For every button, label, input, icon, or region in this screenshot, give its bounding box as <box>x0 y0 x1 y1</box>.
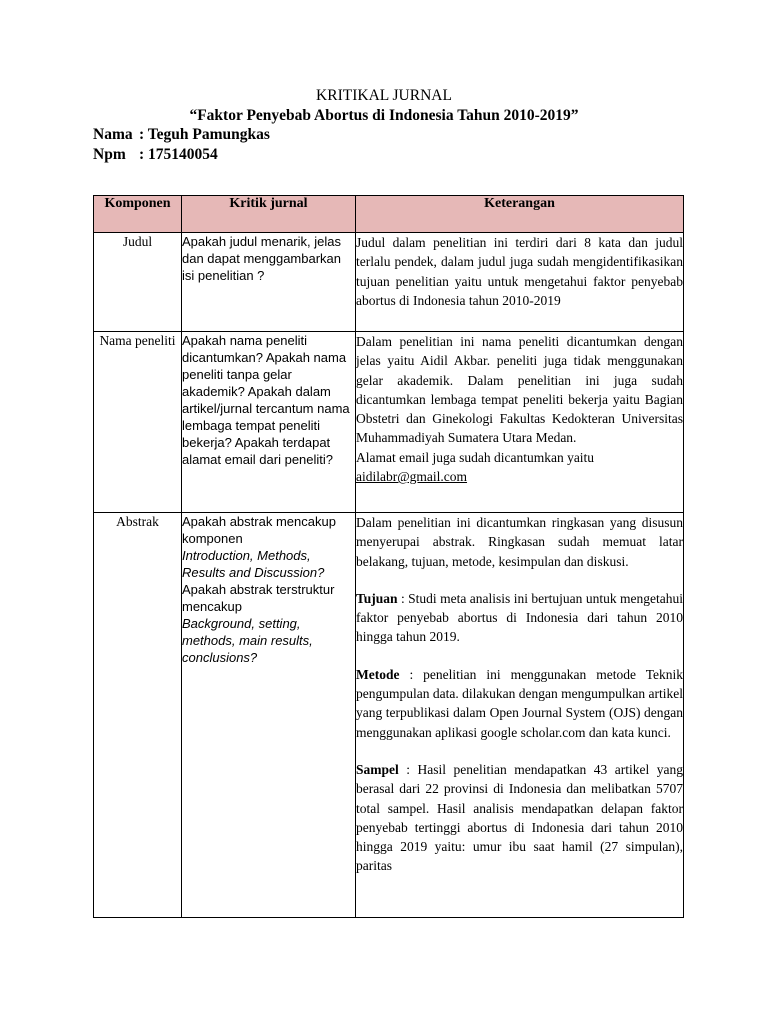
sampel-label: Sampel <box>356 761 399 777</box>
kritik-abstrak-structure: Background, setting, methods, main results, conclusions? <box>182 616 313 665</box>
cell-keterangan-judul: Judul dalam penelitian ini terdiri dari 8 kata dan judul terlalu pendek, dalam judul juga sudah mengidentifikasikan tujuan penelitian yaitu untuk mengetahui faktor penyebab abortus di Indonesia tahun 2010-2019 <box>356 233 684 332</box>
cell-komponen-nama: Nama peneliti <box>94 332 182 513</box>
critique-table <box>93 195 684 918</box>
cell-keterangan-abstrak <box>356 513 684 918</box>
author-name-row <box>93 126 270 144</box>
cell-kritik-judul: Apakah judul menarik, jelas dan dapat menggambarkan isi penelitian ? <box>182 233 356 332</box>
kritik-abstrak-imrad: Introduction, Methods, Results and Discussion? <box>182 548 325 580</box>
kritik-abstrak-q2: Apakah abstrak terstruktur mencakup <box>182 582 335 614</box>
table-row-judul <box>94 233 684 332</box>
table-row-nama-peneliti <box>94 332 684 513</box>
cell-kritik-abstrak <box>182 513 356 918</box>
document-title: KRITIKAL JURNAL <box>316 87 452 104</box>
npm-value: : 175140054 <box>139 146 218 163</box>
header-keterangan: Keterangan <box>356 196 684 233</box>
abstrak-intro: Dalam penelitian ini dicantumkan ringkasan yang disusun menyerupai abstrak. Ringkasan sudah memuat latar belakang, tujuan, metode, kesimpulan dan diskusi. <box>356 515 683 569</box>
cell-keterangan-nama <box>356 332 684 513</box>
tujuan-text: : Studi meta analisis ini bertujuan untuk mengetahui faktor penyebab abortus di Indonesia dari tahun 2010 hingga tahun 2019. <box>356 590 683 645</box>
metode-text: : penelitian ini menggunakan metode Teknik pengumpulan data. dilakukan dengan mengumpulkan artikel yang terpublikasi dalam Open Journal System (OJS) dengan menggunakan aplikasi google scholar.com dan kata kunci. <box>356 666 684 740</box>
kritik-abstrak-q1: Apakah abstrak mencakup komponen <box>182 514 336 546</box>
table-row-abstrak <box>94 513 684 918</box>
tujuan-label: Tujuan <box>356 590 398 606</box>
metode-label: Metode <box>356 666 400 682</box>
table-header-row <box>94 196 684 233</box>
email-link[interactable]: aidilabr@gmail.com <box>356 469 468 485</box>
journal-title: “Faktor Penyebab Abortus di Indonesia Tahun 2010-2019” <box>189 107 579 124</box>
header-komponen: Komponen <box>94 196 182 233</box>
abstrak-metode <box>356 665 683 742</box>
keterangan-nama-text: Dalam penelitian ini nama peneliti dicantumkan dengan jelas yaitu Aidil Akbar. peneliti juga tidak menggunakan gelar akademik. Dalam penelitian ini juga sudah dicantumkan lembaga tempat peneliti bekerja yaitu Bagian Obstetri dan Ginekologi Fakultas Kedokteran Universitas Muhammadiyah Sumatera Utara Medan. <box>356 334 683 446</box>
name-label: Nama <box>93 126 133 143</box>
student-id-row <box>93 146 218 164</box>
keterangan-email-text: Alamat email juga sudah dicantumkan yaitu <box>356 449 595 465</box>
sampel-text: : Hasil penelitian mendapatkan 43 artikel yang berasal dari 22 provinsi di Indonesia dan melibatkan 5707 total sampel. Hasil analisis mendapatkan delapan faktor penyebab tertinggi abortus di Indonesia dari tahun 2010 hingga 2019 yaitu: umur ibu saat hamil (27 simpulan), paritas <box>356 761 684 874</box>
npm-label: Npm <box>93 146 126 163</box>
abstrak-sampel <box>356 760 683 876</box>
cell-kritik-nama: Apakah nama peneliti dicantumkan? Apakah nama peneliti tanpa gelar akademik? Apakah dalam artikel/jurnal tercantum nama lembaga tempat peneliti bekerja? Apakah terdapat alamat email dari peneliti? <box>182 332 356 513</box>
cell-komponen-abstrak: Abstrak <box>94 513 182 918</box>
name-value: : Teguh Pamungkas <box>139 126 270 143</box>
abstrak-tujuan <box>356 589 683 647</box>
cell-komponen-judul: Judul <box>94 233 182 332</box>
header-kritik: Kritik jurnal <box>182 196 356 233</box>
